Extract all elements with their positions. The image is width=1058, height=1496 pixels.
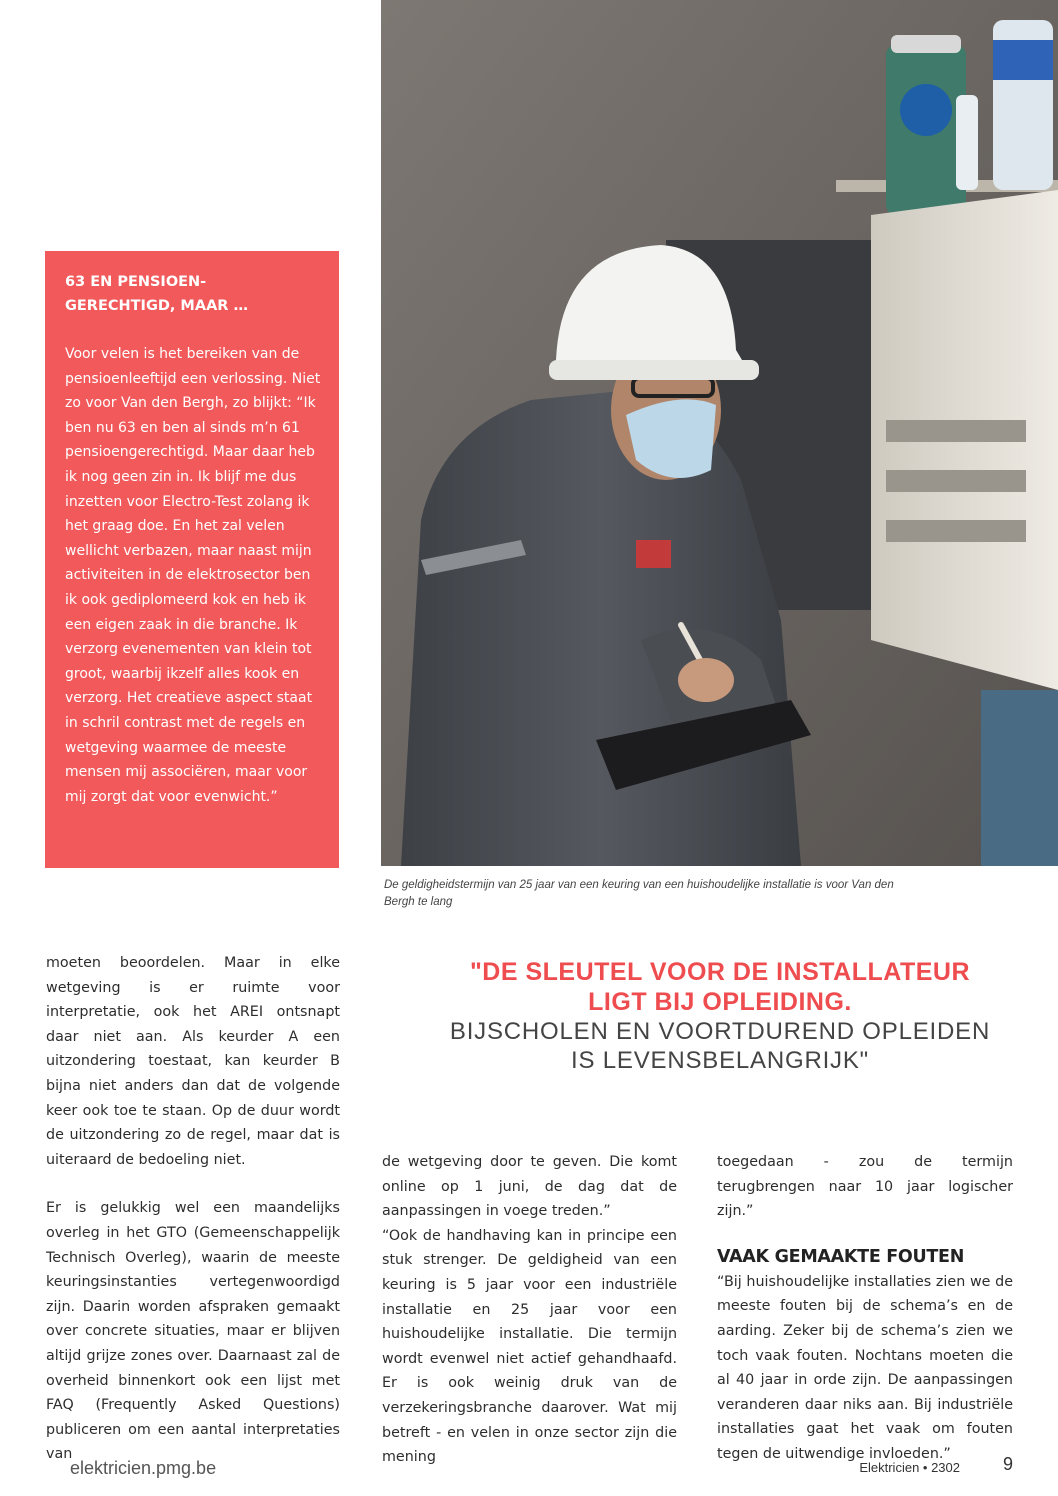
page-number: 9 xyxy=(1002,1454,1013,1474)
article-photo xyxy=(381,0,1058,866)
sidebar-title xyxy=(65,270,321,318)
quote-line-3: BIJSCHOLEN EN VOORTDUREND OPLEIDEN xyxy=(449,1018,991,1045)
column2-paragraph-1: de wetgeving door te geven. Die komt online op 1 juni, de dag dat de aanpassingen in voege treden.” xyxy=(382,1154,677,1220)
column2-paragraph-2: “Ook de handhaving kan in principe een stuk strenger. De geldigheid van een keuring is 5 jaar voor een industriële installatie en 25 jaar voor een huishoudelijke installatie. Die termijn wordt evenwel niet actief gehandhaafd. Er is ook weinig druk van de verzekeringsbranche daarover. Wat mij betreft - en velen in onze sector zijn die mening xyxy=(382,1227,677,1466)
footer-magazine-label: Elektricien • 2302 xyxy=(859,1460,960,1475)
sidebar-title-line1: 63 EN PENSIOEN- xyxy=(65,274,207,290)
column3-paragraph-1: toegedaan - zou de termijn terugbrengen naar 10 jaar logischer zijn.” xyxy=(717,1154,1013,1220)
text-column-3 xyxy=(717,1150,1013,1467)
footer-website[interactable]: elektricien.pmg.be xyxy=(70,1458,217,1478)
sidebar-box xyxy=(45,251,339,868)
footer-magazine xyxy=(859,1460,990,1475)
section-heading: VAAK GEMAAKTE FOUTEN xyxy=(717,1246,965,1267)
quote-line-4: IS LEVENSBELANGRIJK" xyxy=(571,1047,869,1074)
text-column-2 xyxy=(382,1150,677,1470)
sidebar-body: Voor velen is het bereiken van de pensioenleeftijd een verlossing. Niet zo voor Van den Bergh, zo blijkt: “Ik ben nu 63 en ben al sinds m’n 61 pensioengerechtigd. Maar daar heb ik nog geen zin in. Ik blijf me dus inzetten voor Electro-Test zolang ik het graag doe. En het zal velen wellicht verbazen, maar naast mijn activiteiten in de elektrosector ben ik ook gediplomeerd kok en heb ik een eigen zaak in die branche. Ik verzorg evenementen van klein tot groot, waarbij ikzelf alles kook en verzorg. Het creatieve aspect staat in schril contrast met de regels en wetgeving waarmee de meeste mensen mij associëren, maar voor mij zorgt dat voor evenwicht.” xyxy=(65,346,321,805)
column1-paragraph-1: moeten beoordelen. Maar in elke wetgeving is er ruimte voor interpretatie, ook het AREI ontsnapt daar niet aan. Als keurder A een uitzondering toestaat, kan keurder B bijna niet anders dan dat de volgende keer ook toe te staan. Op de duur wordt de uitzondering zo de regel, maar dat is uiteraard de bedoeling niet. xyxy=(46,955,340,1168)
photo-caption: De geldigheidstermijn van 25 jaar van een keuring van een huishoudelijke installatie is voor Van den Bergh te lang xyxy=(384,879,894,908)
column1-paragraph-2: Er is gelukkig wel een maandelijks overleg in het GTO (Gemeenschappelijk Technisch Overleg), waarin de meeste keuringsinstanties vertegenwoordigd zijn. Daarin worden afspraken gemaakt over concrete situaties, maar er blijven altijd grijze zones over. Daarnaast zal de overheid binnenkort ook een lijst met FAQ (Frequently Asked Questions) publiceren om een aantal interpretaties van xyxy=(46,1200,340,1463)
pull-quote xyxy=(410,957,1030,1075)
text-column-1 xyxy=(46,951,340,1467)
electrician-inspection-illustration xyxy=(381,0,1058,866)
column3-paragraph-2: “Bij huishoudelijke installaties zien we de meeste fouten bij de schema’s en de aarding. Zeker bij de schema’s zien we toch vaak fouten. Nochtans moeten die al 40 jaar in orde zijn. De aanpassingen veranderen daar niks aan. Bij industriële installaties gaat het vaak om fouten tegen de uitwendige invloeden.” xyxy=(717,1273,1013,1462)
quote-line-1: "DE SLEUTEL VOOR DE INSTALLATEUR xyxy=(469,958,971,986)
quote-line-2: LIGT BIJ OPLEIDING. xyxy=(588,988,852,1016)
sidebar-title-line2: GERECHTIGD, MAAR … xyxy=(65,298,249,314)
